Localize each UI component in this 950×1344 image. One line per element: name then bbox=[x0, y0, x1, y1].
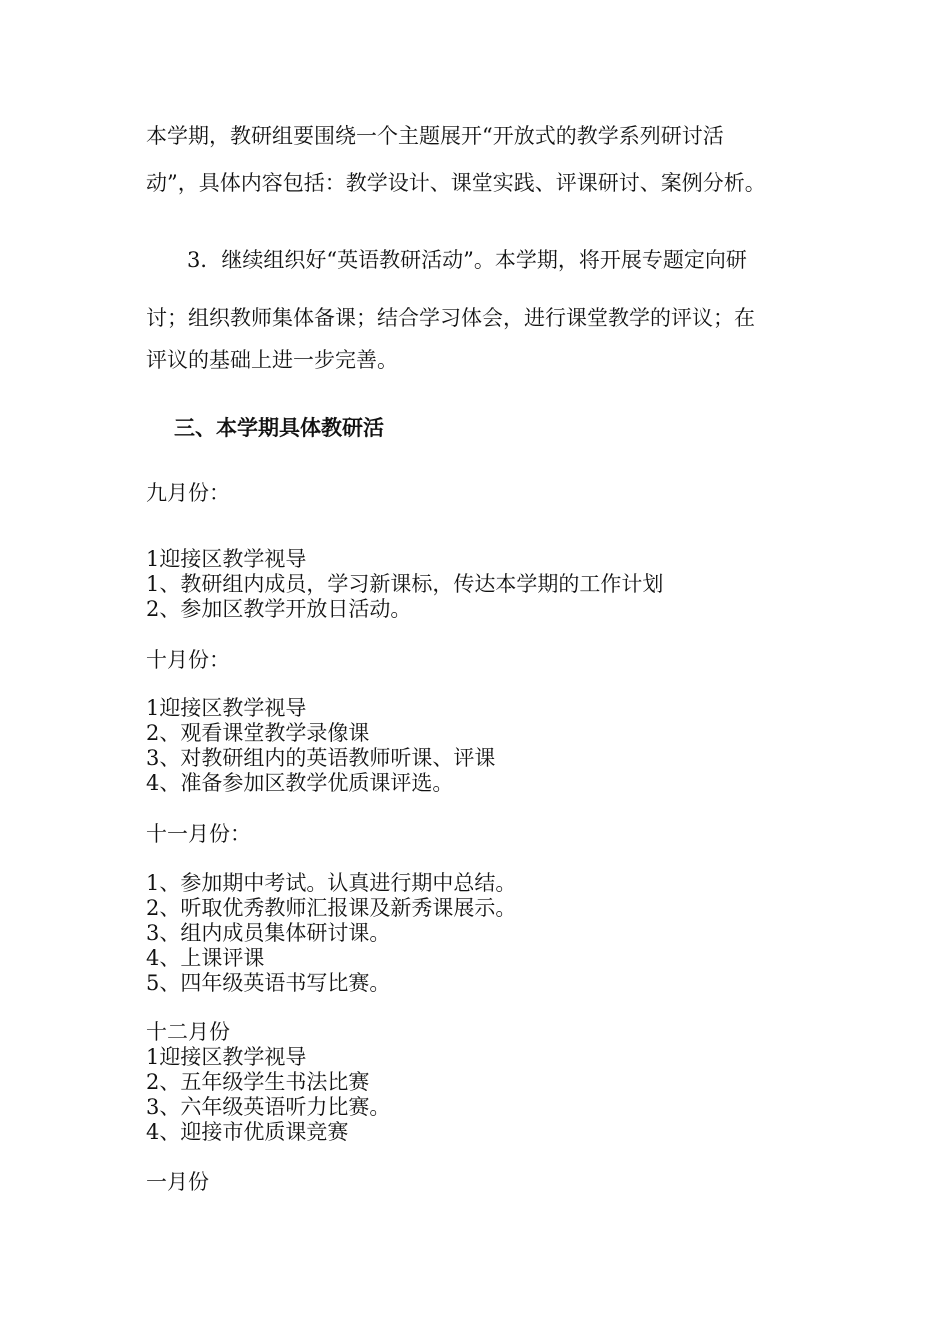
paragraph-2-line-3: 评议的基础上进一步完善。 bbox=[146, 348, 398, 372]
list-item: 4、准备参加区教学优质课评选。 bbox=[146, 771, 454, 795]
list-item: 4、上课评课 bbox=[146, 946, 265, 970]
paragraph-2-line-1: 3．继续组织好“英语教研活动”。本学期，将开展专题定向研 bbox=[187, 248, 747, 272]
list-item: 1、教研组内成员，学习新课标，传达本学期的工作计划 bbox=[146, 572, 664, 596]
list-item: 2、五年级学生书法比赛 bbox=[146, 1070, 370, 1094]
paragraph-2-line-2: 讨；组织教师集体备课；结合学习体会，进行课堂教学的评议；在 bbox=[146, 306, 755, 330]
month-title-december: 十二月份 bbox=[146, 1020, 230, 1044]
month-title-january: 一月份 bbox=[146, 1170, 209, 1194]
month-title-november: 十一月份： bbox=[146, 822, 251, 846]
list-item: 1迎接区教学视导 bbox=[146, 1045, 307, 1069]
section-heading: 三、本学期具体教研活 bbox=[174, 416, 384, 440]
paragraph-1-line-2: 动”，具体内容包括：教学设计、课堂实践、评课研讨、案例分析。 bbox=[146, 171, 766, 195]
list-item: 2、观看课堂教学录像课 bbox=[146, 721, 370, 745]
paragraph-1-line-1: 本学期，教研组要围绕一个主题展开“开放式的教学系列研讨活 bbox=[146, 124, 724, 148]
list-item: 3、组内成员集体研讨课。 bbox=[146, 921, 391, 945]
month-title-september: 九月份： bbox=[146, 481, 230, 505]
list-item: 4、迎接市优质课竞赛 bbox=[146, 1120, 349, 1144]
list-item: 3、对教研组内的英语教师听课、评课 bbox=[146, 746, 496, 770]
list-item: 1迎接区教学视导 bbox=[146, 547, 307, 571]
list-item: 2、听取优秀教师汇报课及新秀课展示。 bbox=[146, 896, 517, 920]
list-item: 1迎接区教学视导 bbox=[146, 696, 307, 720]
list-item: 5、四年级英语书写比赛。 bbox=[146, 971, 391, 995]
list-item: 1、参加期中考试。认真进行期中总结。 bbox=[146, 871, 517, 895]
month-title-october: 十月份： bbox=[146, 648, 230, 672]
list-item: 3、六年级英语听力比赛。 bbox=[146, 1095, 391, 1119]
list-item: 2、参加区教学开放日活动。 bbox=[146, 597, 412, 621]
